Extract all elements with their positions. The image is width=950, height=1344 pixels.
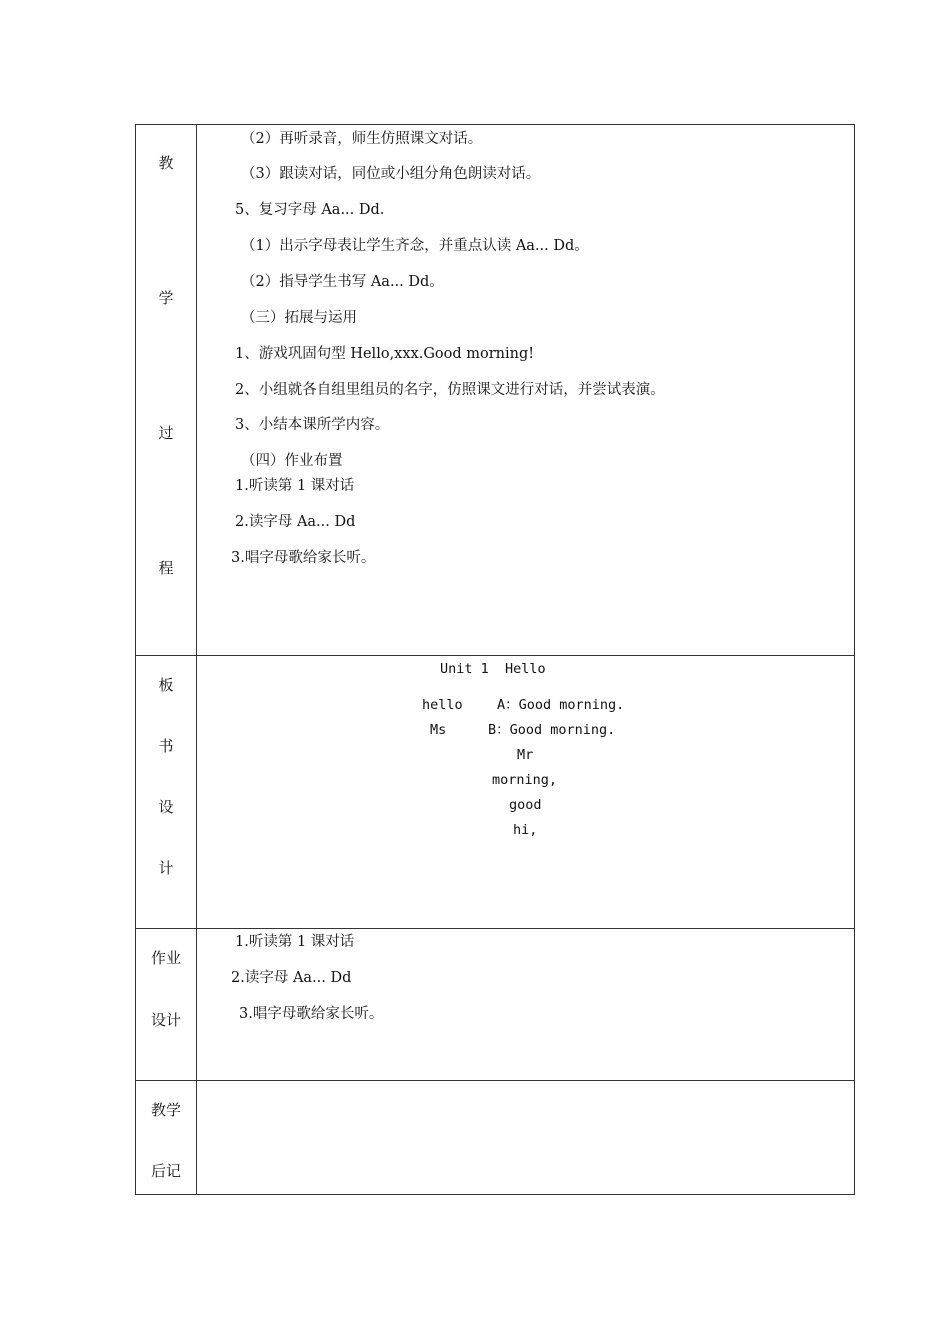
process-line: （2）再听录音，师生仿照课文对话。	[241, 131, 483, 147]
process-line: （2）指导学生书写 Aa... Dd。	[241, 274, 444, 290]
process-label-char-4: 程	[158, 559, 174, 577]
board-label-char-3: 设	[158, 798, 174, 816]
process-line: 2.读字母 Aa... Dd	[235, 514, 356, 530]
board-word: Ms	[430, 722, 447, 738]
board-word: good	[509, 797, 542, 813]
row-divider-3	[136, 1080, 854, 1081]
process-line: 2、小组就各自组里组员的名字，仿照课文进行对话，并尝试表演。	[235, 382, 665, 398]
board-label-char-1: 板	[158, 676, 174, 694]
process-label-char-2: 学	[158, 289, 174, 307]
board-word: hi,	[513, 822, 538, 838]
homework-line: 3.唱字母歌给家长听。	[239, 1006, 384, 1022]
homework-line: 2.读字母 Aa... Dd	[231, 970, 352, 986]
row-divider-1	[136, 655, 854, 656]
process-label-char-1: 教	[158, 154, 174, 172]
reflection-label-line-2: 后记	[150, 1162, 181, 1180]
process-line: 1、游戏巩固句型 Hello,xxx.Good morning!	[235, 346, 535, 362]
column-divider	[196, 125, 197, 1194]
homework-line: 1.听读第 1 课对话	[235, 934, 355, 950]
lesson-plan-table	[135, 124, 855, 1195]
board-label-char-2: 书	[158, 737, 174, 755]
board-label-char-4: 计	[158, 859, 174, 877]
process-label-char-3: 过	[158, 424, 174, 442]
process-line: （三）拓展与运用	[241, 310, 357, 326]
homework-label-line-2: 设计	[150, 1011, 181, 1029]
board-dialog-line: B：Good morning.	[488, 722, 616, 738]
process-line: 5、复习字母 Aa... Dd.	[235, 202, 385, 218]
process-line: （1）出示字母表让学生齐念，并重点认读 Aa... Dd。	[241, 238, 589, 254]
board-word: Mr	[517, 747, 534, 763]
board-title: Unit 1 Hello	[440, 661, 546, 677]
homework-label-line-1: 作业	[150, 949, 181, 967]
process-line: （3）跟读对话，同位或小组分角色朗读对话。	[241, 166, 541, 182]
process-line: 1.听读第 1 课对话	[235, 478, 355, 494]
reflection-label-line-1: 教学	[150, 1101, 181, 1119]
board-word: morning,	[492, 772, 558, 788]
board-word: hello	[422, 697, 463, 713]
row-divider-2	[136, 928, 854, 929]
process-line: （四）作业布置	[241, 453, 343, 469]
process-line: 3、小结本课所学内容。	[235, 417, 390, 433]
board-dialog-line: A：Good morning.	[497, 697, 625, 713]
process-line: 3.唱字母歌给家长听。	[231, 550, 376, 566]
